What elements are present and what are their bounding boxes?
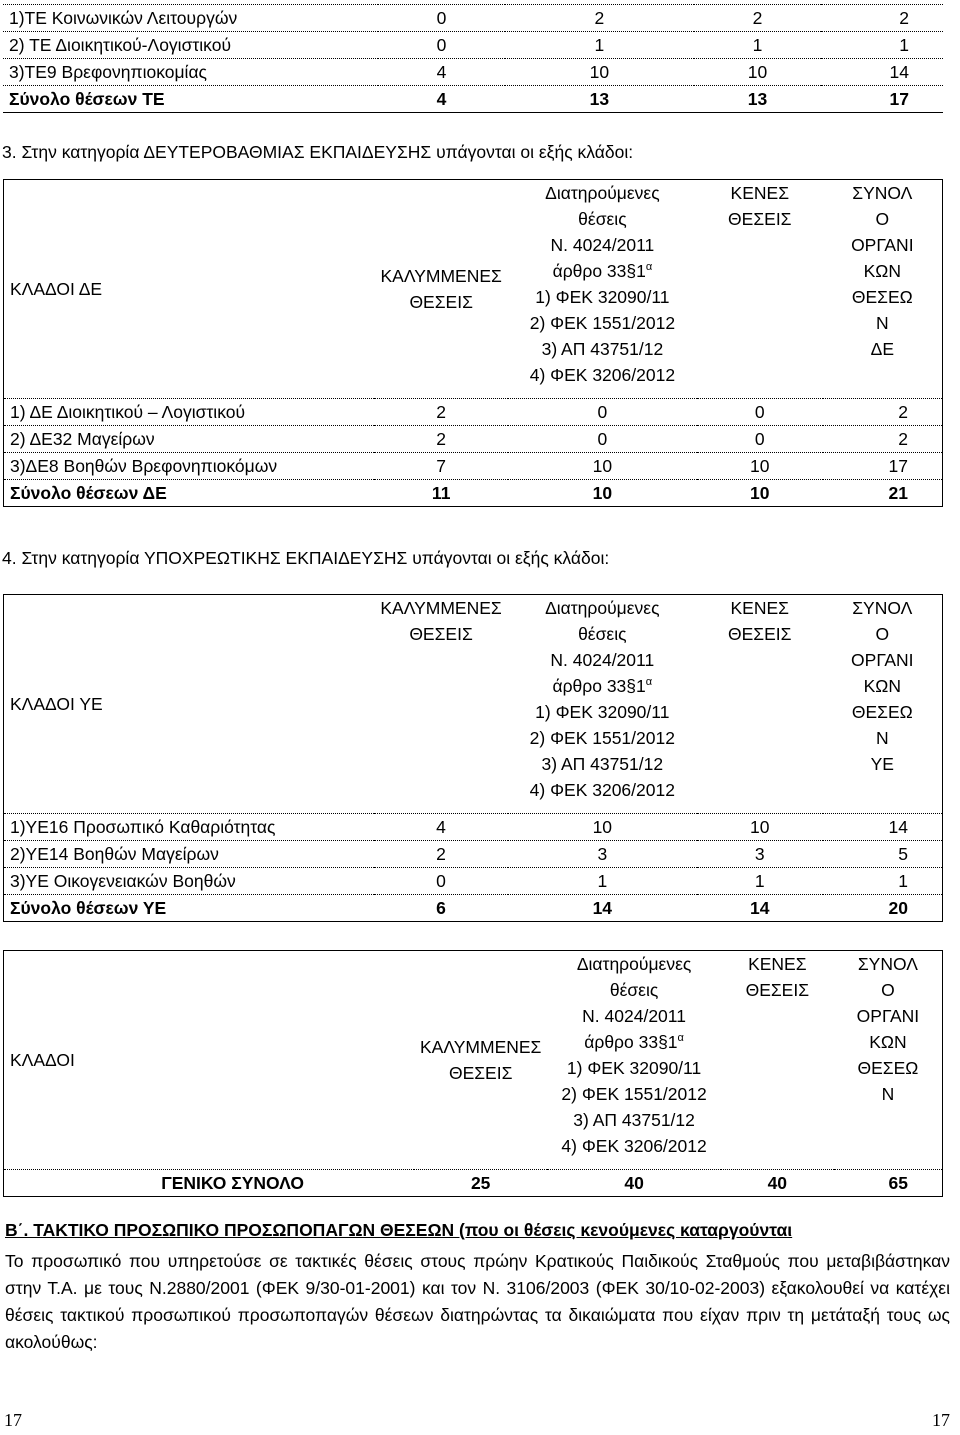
section-b-title: Β΄. ΤΑΚΤΙΚΟ ΠΡΟΣΩΠΙΚΟ ΠΡΟΣΩΠΟΠΑΓΩΝ ΘΕΣΕΩΝ (που οι θέσεις κενούμενες καταργούνται [5, 1220, 793, 1240]
header-total: ΣΥΝΟΛ Ο ΟΡΓΑΝΙ ΚΩΝ ΘΕΣΕΩ Ν ΔΕ [851, 183, 914, 359]
cell-covered: 0 [378, 32, 505, 59]
total-vacant: 10 [697, 480, 823, 507]
cell-vacant: 3 [697, 841, 823, 868]
header-retained: Διατηρούμενες θέσεις Ν. 4024/2011 άρθρο $33\S 1^\alpha$ 1) ΦΕΚ 32090/11 2) ΦΕΚ 1551/2012 3) ΑΠ 43751/12 4) ΦΕΚ 3206/2012 [561, 954, 707, 1156]
cell-retained: 0 [508, 399, 697, 426]
cell-retained: 0 [508, 426, 697, 453]
table-row [4, 399, 943, 426]
row-label: 1)ΤΕ Κοινωνικών Λειτουργών [3, 5, 378, 32]
row-label: 2) ΔΕ32 Μαγείρων [4, 426, 375, 453]
grand-total-label: ΓΕΝΙΚΟ ΣΥΝΟΛΟ [4, 1170, 415, 1197]
table-row [4, 453, 943, 480]
cell-vacant: 10 [694, 59, 821, 86]
header-retained: Διατηρούμενες θέσεις Ν. 4024/2011 άρθρο $33\S 1^\alpha$ 1) ΦΕΚ 32090/11 2) ΦΕΚ 1551/2012 3) ΑΠ 43751/12 4) ΦΕΚ 3206/2012 [529, 598, 675, 800]
total-vacant: 14 [697, 895, 823, 922]
cell-total: 1 [823, 868, 943, 895]
row-label: 3)ΤΕ9 Βρεφονηπιοκομίας [3, 59, 378, 86]
cell-vacant: 1 [694, 32, 821, 59]
table-total-row [4, 895, 943, 922]
table-row [3, 59, 943, 86]
total-covered: 25 [414, 1170, 547, 1197]
table-total-row [4, 1170, 943, 1197]
total-label: Σύνολο θέσεων ΤΕ [3, 86, 378, 113]
header-branches: ΚΛΑΔΟΙ [10, 1050, 75, 1070]
table-row [4, 814, 943, 841]
table-header [4, 180, 943, 399]
cell-retained: 10 [505, 59, 694, 86]
row-label: 2)ΥΕ14 Βοηθών Μαγείρων [4, 841, 375, 868]
cell-total: 2 [823, 399, 943, 426]
total-label: Σύνολο θέσεων ΔΕ [4, 480, 375, 507]
total-total: 20 [823, 895, 943, 922]
header-vacant: ΚΕΝΕΣ ΘΕΣΕΙΣ [745, 954, 810, 1000]
table-header [4, 951, 943, 1170]
header-covered: ΚΑΛΥΜΜΕΝΕΣ ΘΕΣΕΙΣ [380, 266, 502, 312]
cell-vacant: 0 [697, 399, 823, 426]
table-header [4, 595, 943, 814]
total-total: 21 [823, 480, 943, 507]
cell-covered: 2 [374, 841, 507, 868]
cell-covered: 7 [374, 453, 507, 480]
table-row [3, 5, 943, 32]
header-branches: ΚΛΑΔΟΙ ΥΕ [10, 694, 103, 714]
cell-covered: 2 [374, 426, 507, 453]
total-retained: 14 [508, 895, 697, 922]
cell-total: 2 [821, 5, 943, 32]
total-retained: 40 [547, 1170, 720, 1197]
page-number-left: 17 [4, 1410, 22, 1430]
cell-retained: 2 [505, 5, 694, 32]
total-retained: 13 [505, 86, 694, 113]
cell-retained: 3 [508, 841, 697, 868]
cell-total: 14 [823, 814, 943, 841]
row-label: 3)ΥΕ Οικογενειακών Βοηθών [4, 868, 375, 895]
table-row [4, 841, 943, 868]
table-row [4, 426, 943, 453]
table-te [3, 4, 943, 113]
cell-retained: 1 [505, 32, 694, 59]
header-total: ΣΥΝΟΛ Ο ΟΡΓΑΝΙ ΚΩΝ ΘΕΣΕΩ Ν [856, 954, 920, 1104]
cell-total: 5 [823, 841, 943, 868]
row-label: 1) ΔΕ Διοικητικού – Λογιστικού [4, 399, 375, 426]
cell-retained: 10 [508, 453, 697, 480]
total-covered: 4 [378, 86, 505, 113]
table-grand-total [3, 950, 943, 1197]
section-b-paragraph: Το προσωπικό που υπηρετούσε σε τακτικές θέσεις στους πρώην Κρατικούς Παιδικούς Σταθμούς που μεταβιβάστηκαν στην Τ.Α. με τους Ν.2880/2001 (ΦΕΚ 9/30-01-2001) και τον Ν. 3106/2003 (ΦΕΚ 30/10-02-2003) εξακολουθεί να κατέχει θέσεις τακτικού προσωπικού προσωποπαγών θέσεων διατηρώντας τα δικαιώματα που είχαν πριν τη μετάταξή τους ως ακολούθως: [5, 1251, 950, 1352]
total-label: Σύνολο θέσεων ΥΕ [4, 895, 375, 922]
cell-covered: 4 [374, 814, 507, 841]
cell-retained: 1 [508, 868, 697, 895]
cell-vacant: 10 [697, 814, 823, 841]
cell-total: 1 [821, 32, 943, 59]
cell-covered: 2 [374, 399, 507, 426]
table-de [3, 179, 943, 507]
table-total-row [4, 480, 943, 507]
cell-vacant: 2 [694, 5, 821, 32]
cell-retained: 10 [508, 814, 697, 841]
table-row [3, 32, 943, 59]
header-branches: ΚΛΑΔΟΙ ΔΕ [10, 279, 103, 299]
page-number-right: 17 [932, 1410, 950, 1430]
header-covered: ΚΑΛΥΜΜΕΝΕΣ ΘΕΣΕΙΣ [380, 598, 502, 644]
header-covered: ΚΑΛΥΜΜΕΝΕΣ ΘΕΣΕΙΣ [420, 1037, 542, 1083]
cell-covered: 4 [378, 59, 505, 86]
row-label: 3)ΔΕ8 Βοηθών Βρεφονηπιοκόμων [4, 453, 375, 480]
header-total: ΣΥΝΟΛ Ο ΟΡΓΑΝΙ ΚΩΝ ΘΕΣΕΩ Ν ΥΕ [851, 598, 914, 774]
header-vacant: ΚΕΝΕΣ ΘΕΣΕΙΣ [727, 598, 792, 644]
cell-vacant: 1 [697, 868, 823, 895]
row-label: 1)ΥΕ16 Προσωπικό Καθαριότητας [4, 814, 375, 841]
header-vacant: ΚΕΝΕΣ ΘΕΣΕΙΣ [728, 183, 792, 229]
cell-vacant: 0 [697, 426, 823, 453]
row-label: 2) ΤΕ Διοικητικού-Λογιστικού [3, 32, 378, 59]
total-total: 65 [834, 1170, 943, 1197]
section-heading-3: 3. Στην κατηγορία ΔΕΥΤΕΡΟΒΑΘΜΙΑΣ ΕΚΠΑΙΔΕΥΣΗΣ υπάγονται οι εξής κλάδοι: [2, 142, 634, 162]
cell-total: 14 [821, 59, 943, 86]
total-covered: 11 [374, 480, 507, 507]
cell-vacant: 10 [697, 453, 823, 480]
total-covered: 6 [374, 895, 507, 922]
total-total: 17 [821, 86, 943, 113]
table-total-row [3, 86, 943, 113]
cell-covered: 0 [378, 5, 505, 32]
table-row [4, 868, 943, 895]
section-heading-4: 4. Στην κατηγορία ΥΠΟΧΡΕΩΤΙΚΗΣ ΕΚΠΑΙΔΕΥΣΗΣ υπάγονται οι εξής κλάδοι: [2, 548, 610, 568]
total-vacant: 13 [694, 86, 821, 113]
table-ye [3, 594, 943, 922]
total-vacant: 40 [721, 1170, 834, 1197]
cell-total: 17 [823, 453, 943, 480]
cell-total: 2 [823, 426, 943, 453]
header-retained: Διατηρούμενες θέσεις Ν. 4024/2011 άρθρο $33\S 1^\alpha$ 1) ΦΕΚ 32090/11 2) ΦΕΚ 1551/2012 3) ΑΠ 43751/12 4) ΦΕΚ 3206/2012 [529, 183, 676, 385]
total-retained: 10 [508, 480, 697, 507]
cell-covered: 0 [374, 868, 507, 895]
